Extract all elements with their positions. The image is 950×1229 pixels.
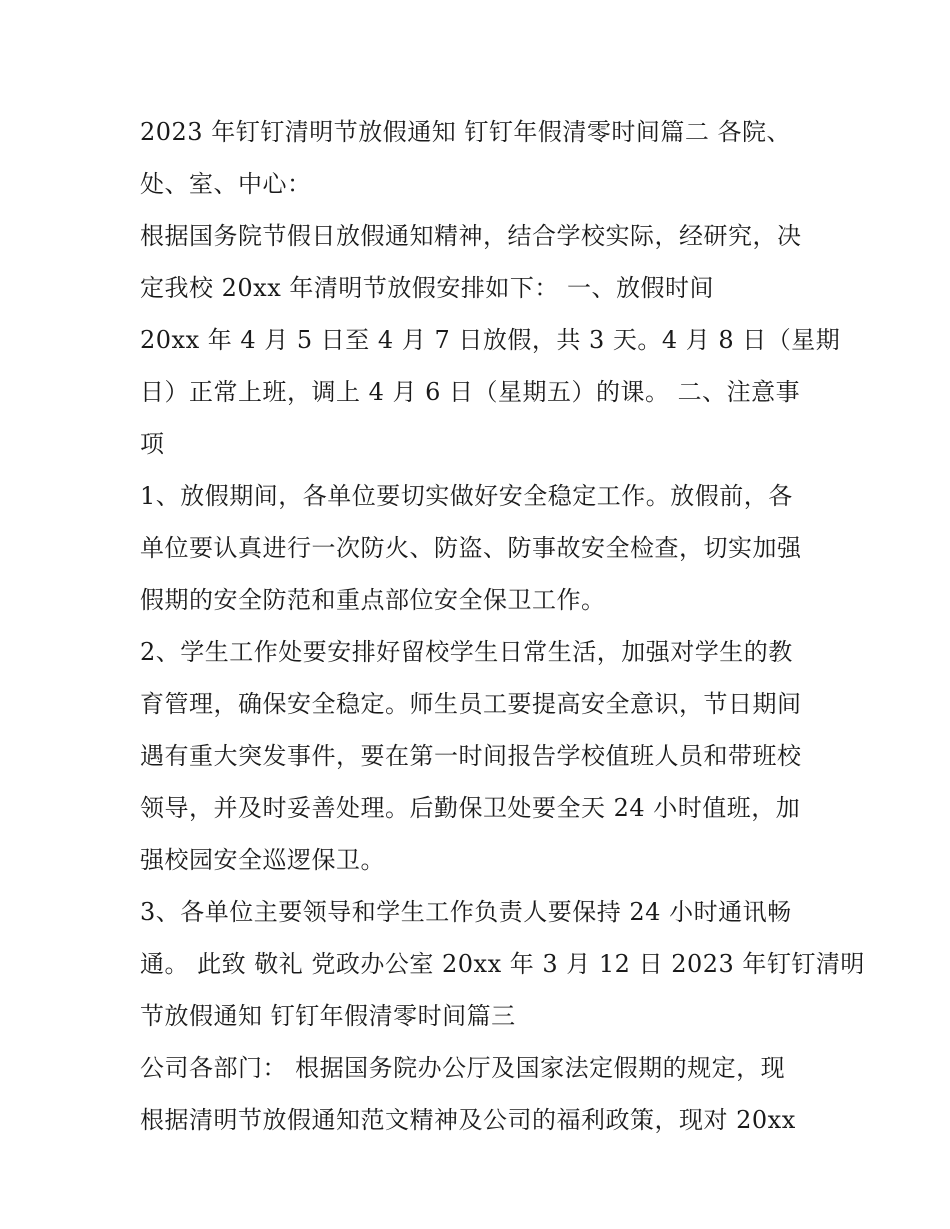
text-line-13: 遇有重大突发事件，要在第一时间报告学校值班人员和带班校	[140, 742, 802, 770]
text-line-18: 节放假通知 钉钉年假清零时间篇三	[140, 1002, 516, 1030]
text-line-9: 单位要认真进行一次防火、防盗、防事故安全检查，切实加强	[140, 534, 802, 562]
text-line-11: 2、学生工作处要安排好留校学生日常生活，加强对学生的教	[140, 638, 793, 666]
document-body	[140, 106, 865, 1146]
text-line-1: 2023 年钉钉清明节放假通知 钉钉年假清零时间篇二 各院、	[140, 118, 791, 146]
text-line-17: 通。 此致 敬礼 党政办公室 20xx 年 3 月 12 日 2023 年钉钉清明	[140, 950, 865, 978]
text-line-8: 1、放假期间，各单位要切实做好安全稳定工作。放假前，各	[140, 482, 793, 510]
text-line-19: 公司各部门： 根据国务院办公厅及国家法定假期的规定，现	[140, 1054, 786, 1082]
text-line-6: 日）正常上班，调上 4 月 6 日（星期五）的课。 二、注意事	[140, 378, 801, 406]
text-line-5: 20xx 年 4 月 5 日至 4 月 7 日放假，共 3 天。4 月 8 日（星期	[140, 326, 841, 354]
text-line-20: 根据清明节放假通知范文精神及公司的福利政策，现对 20xx	[140, 1106, 796, 1134]
text-line-10: 假期的安全防范和重点部位安全保卫工作。	[140, 586, 606, 614]
text-line-14: 领导，并及时妥善处理。后勤保卫处要全天 24 小时值班，加	[140, 794, 801, 822]
text-line-7: 项	[140, 430, 165, 458]
text-line-3: 根据国务院节假日放假通知精神，结合学校实际，经研究，决	[140, 222, 802, 250]
text-line-16: 3、各单位主要领导和学生工作负责人要保持 24 小时通讯畅	[140, 898, 792, 926]
text-line-2: 处、室、中心：	[140, 170, 312, 198]
text-line-15: 强校园安全巡逻保卫。	[140, 846, 385, 874]
text-line-4: 定我校 20xx 年清明节放假安排如下： 一、放假时间	[140, 274, 714, 302]
text-line-12: 育管理，确保安全稳定。师生员工要提高安全意识，节日期间	[140, 690, 802, 718]
